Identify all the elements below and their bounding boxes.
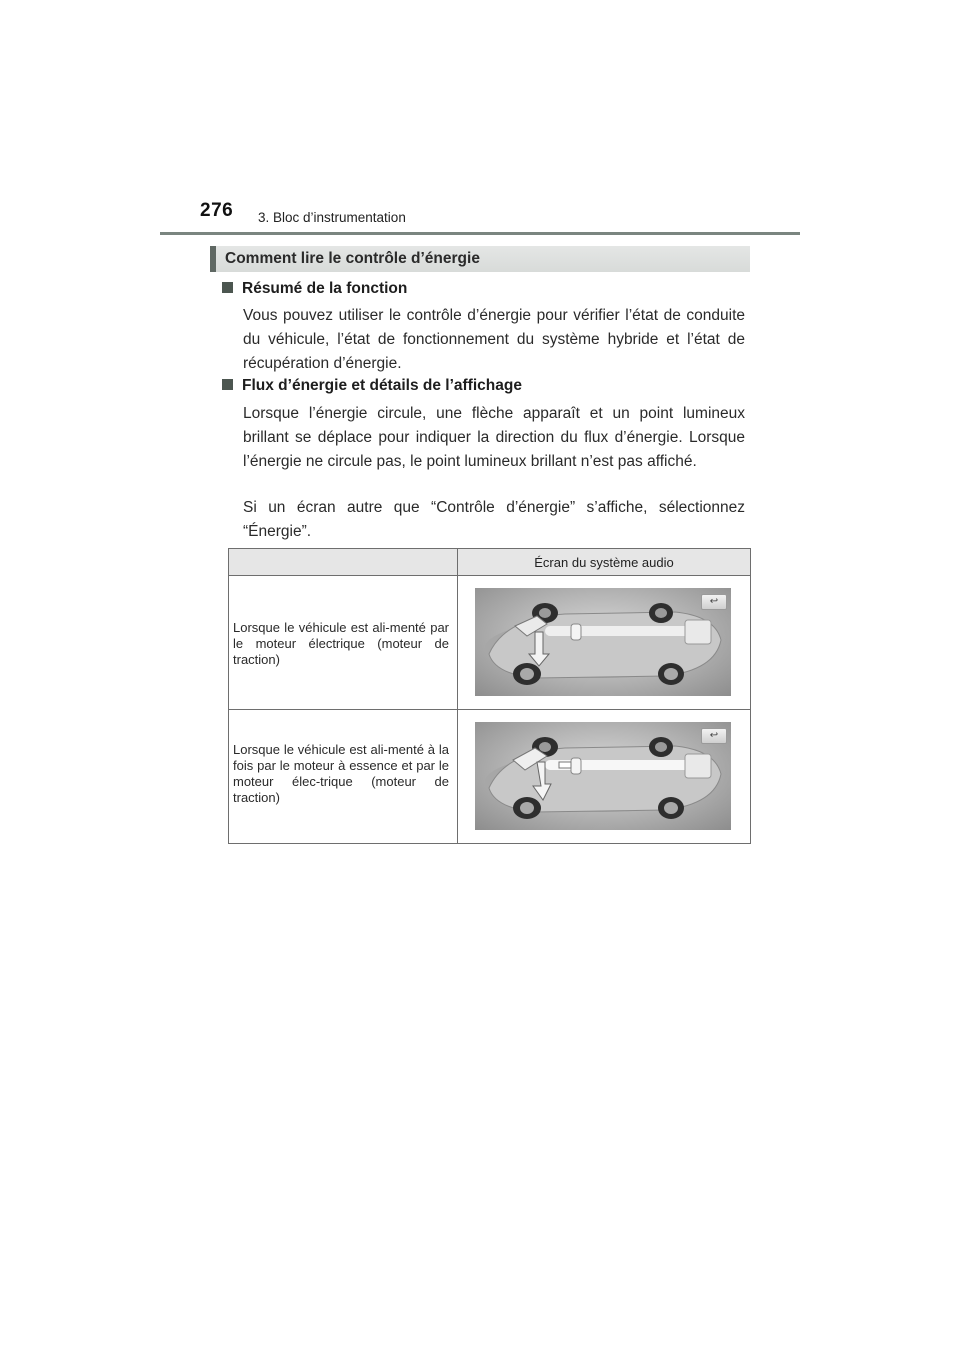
energy-flow-electric-screen — [475, 588, 731, 696]
table-header-row — [229, 549, 751, 576]
subheading-summary — [222, 280, 407, 298]
table-row — [229, 710, 751, 844]
header-divider — [160, 232, 800, 235]
page-number: 276 — [200, 200, 234, 221]
subheading-text: Résumé de la fonction — [242, 280, 408, 297]
description-cell — [229, 710, 458, 844]
energy-flow-hybrid-screen — [475, 722, 731, 830]
screenshot-cell — [458, 576, 751, 710]
square-bullet-icon — [222, 282, 233, 293]
return-icon: ↩ — [701, 594, 727, 610]
chapter-title: 3. Bloc d’instrumentation — [258, 210, 406, 225]
subheading-energy-flow — [222, 377, 522, 395]
table-header-cell — [458, 549, 751, 576]
row-description: Lorsque le véhicule est ali-menté à la fois par le moteur à essence et par le moteur élec-trique (moteur de traction) — [233, 742, 449, 805]
row-description: Lorsque le véhicule est ali-menté par le moteur électrique (moteur de traction) — [233, 620, 449, 667]
paragraph-select-energy: Si un écran autre que “Contrôle d’énergie” s’affiche, sélectionnez “Énergie”. — [243, 499, 745, 540]
return-icon: ↩ — [701, 728, 727, 744]
section-heading — [210, 246, 750, 272]
description-cell — [229, 576, 458, 710]
paragraph-summary: Vous pouvez utiliser le contrôle d’énergie pour vérifier l’état de conduite du véhicule, l’état de fonctionnement du système hybride et l’état de récupération d’énergie. — [243, 307, 745, 372]
car-energy-icon — [475, 722, 731, 830]
car-energy-icon — [475, 588, 731, 696]
paragraph-energy-flow: Lorsque l’énergie circule, une flèche apparaît et un point lumineux brillant se déplace pour indiquer la direction du flux d’énergie. Lorsque l’énergie ne circule pas, le point lumineux brillant n’est pas affiché. — [243, 405, 745, 470]
table-header-label: Écran du système audio — [534, 555, 674, 570]
square-bullet-icon — [222, 379, 233, 390]
audio-screen-table — [228, 548, 751, 844]
subheading-text: Flux d’énergie et détails de l’affichage — [242, 377, 522, 394]
screenshot-cell — [458, 710, 751, 844]
table-row — [229, 576, 751, 710]
section-title: Comment lire le contrôle d’énergie — [225, 250, 480, 267]
table-header-empty — [229, 549, 458, 576]
